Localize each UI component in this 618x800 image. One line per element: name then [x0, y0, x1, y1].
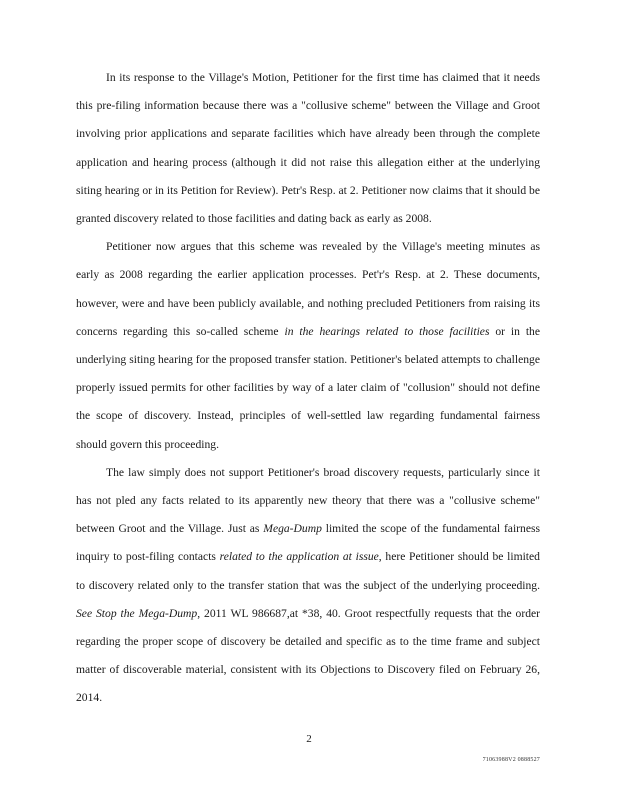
paragraph-2-text-b: or in the underlying siting hearing for the proposed transfer station. Petitioner's belated attempts to challenge properly issued permits for other facilities by way of a later claim of "collusion" should not define the scope of discovery. Instead, principles of well-settled law regarding fundamental fairness should govern this proceeding.: [76, 324, 541, 451]
paragraph-3-italic-phrase: related to the application at issue: [219, 550, 379, 564]
citation-signal: See Stop the Mega-Dump: [76, 606, 198, 620]
case-name-mega-dump: Mega-Dump: [263, 522, 322, 536]
paragraph-2-text-a: Petitioner now argues that this scheme was revealed by the Village's meeting minutes as early as 2008 regarding the earlier application processes. Pet'r's Resp. at 2. These documents, however, were and have been publicly available, and nothing precluded Petitioners from raising its concerns regarding this so-called scheme: [76, 240, 540, 338]
page-number: 2: [306, 733, 312, 745]
paragraph-3-text-c: , here Petitioner should be limited to discovery related only to the transfer station that was the subject of the underlying proceeding.: [76, 550, 540, 592]
paragraph-1-text: In its response to the Village's Motion, Petitioner for the first time has claimed that it needs this pre-filing information because there was a "collusive scheme" between the Village and Groot involving prior applications and separate facilities which have already been through the complete application and hearing process (although it did not raise this allegation either at the underlying siting hearing or in its Petition for Review). Petr's Resp. at 2. Petitioner now claims that it should be granted discovery related to those facilities and dating back as early as 2008.: [76, 71, 540, 226]
paragraph-2-italic-phrase: in the hearings related to those facilities: [284, 324, 490, 338]
paragraph-1: [76, 64, 540, 233]
paragraph-3-text-d: , 2011 WL 986687,at *38, 40. Groot respectfully requests that the order regarding the proper scope of discovery be detailed and specific as to the time frame and subject matter of discoverable material, consistent with its Objections to Discovery filed on February 26, 2014.: [76, 606, 540, 705]
paragraph-2: [76, 233, 540, 459]
paragraph-3-text-a: The law simply does not support Petitioner's broad discovery requests, particularly since it has not pled any facts related to its apparently new theory that there was a "collusive scheme" between Groot and the Village. Just as: [76, 465, 540, 536]
paragraph-3-text-b: limited the scope of the fundamental fairness inquiry to post-filing contacts: [76, 522, 540, 564]
document-body: [76, 64, 540, 713]
paragraph-3: [76, 459, 540, 713]
document-id-footer: 71063988V2 0888527: [482, 757, 540, 763]
